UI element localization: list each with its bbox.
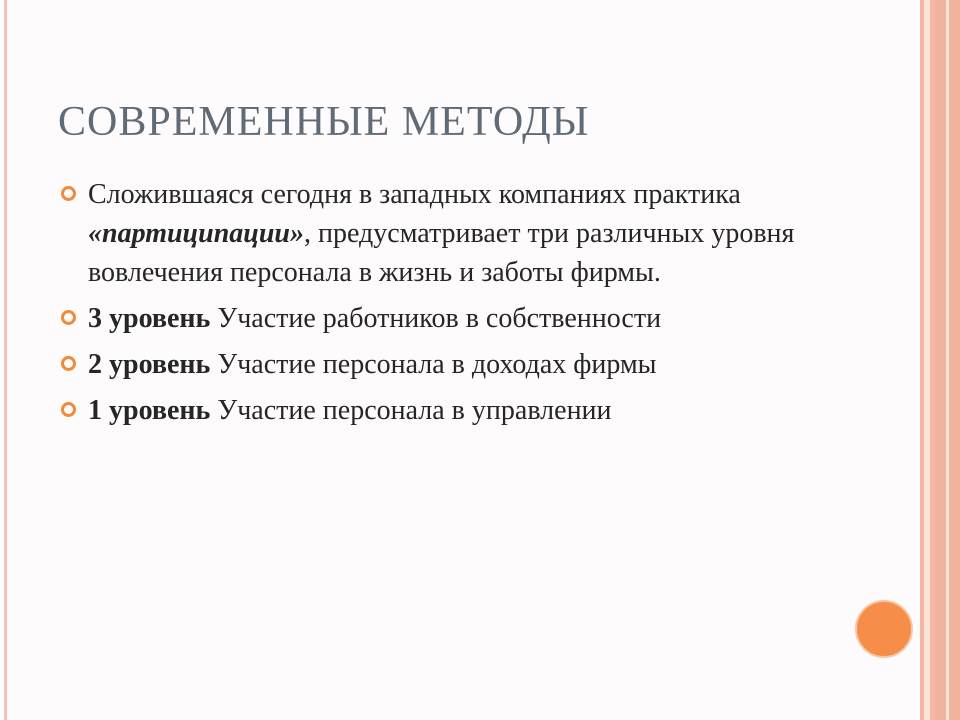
level-label: 2 уровень: [88, 349, 211, 380]
bullet-list: [60, 175, 840, 437]
slide-title: СОВРЕМЕННЫЕ МЕТОДЫ: [58, 99, 590, 145]
level-text: Участие персонала в управлении: [210, 395, 612, 426]
right-stripe: [946, 0, 949, 720]
level-text: Участие персонала в доходах фирмы: [210, 349, 657, 380]
bullet-level-2: [60, 345, 840, 384]
bullet-level-3: [60, 299, 840, 338]
level-label: 1 уровень: [88, 395, 211, 426]
bullet-marker-icon: [61, 356, 76, 371]
decorative-circle-icon: [855, 600, 913, 658]
bullet-intro: [60, 175, 840, 292]
bullet-level-1: [60, 391, 840, 430]
intro-emphasis: «партиципации»: [88, 218, 304, 249]
bullet-marker-icon: [61, 310, 76, 325]
level-label: 3 уровень: [88, 303, 211, 334]
intro-text-before: Сложившаяся сегодня в западных компаниях практика: [88, 179, 741, 210]
intro-text-after: , предусматривает три различных уровня вовлечения персонала в жизнь и заботы фирмы.: [88, 218, 795, 288]
level-text: Участие работников в собственности: [210, 303, 662, 334]
bullet-marker-icon: [61, 186, 76, 201]
bullet-marker-icon: [61, 402, 76, 417]
